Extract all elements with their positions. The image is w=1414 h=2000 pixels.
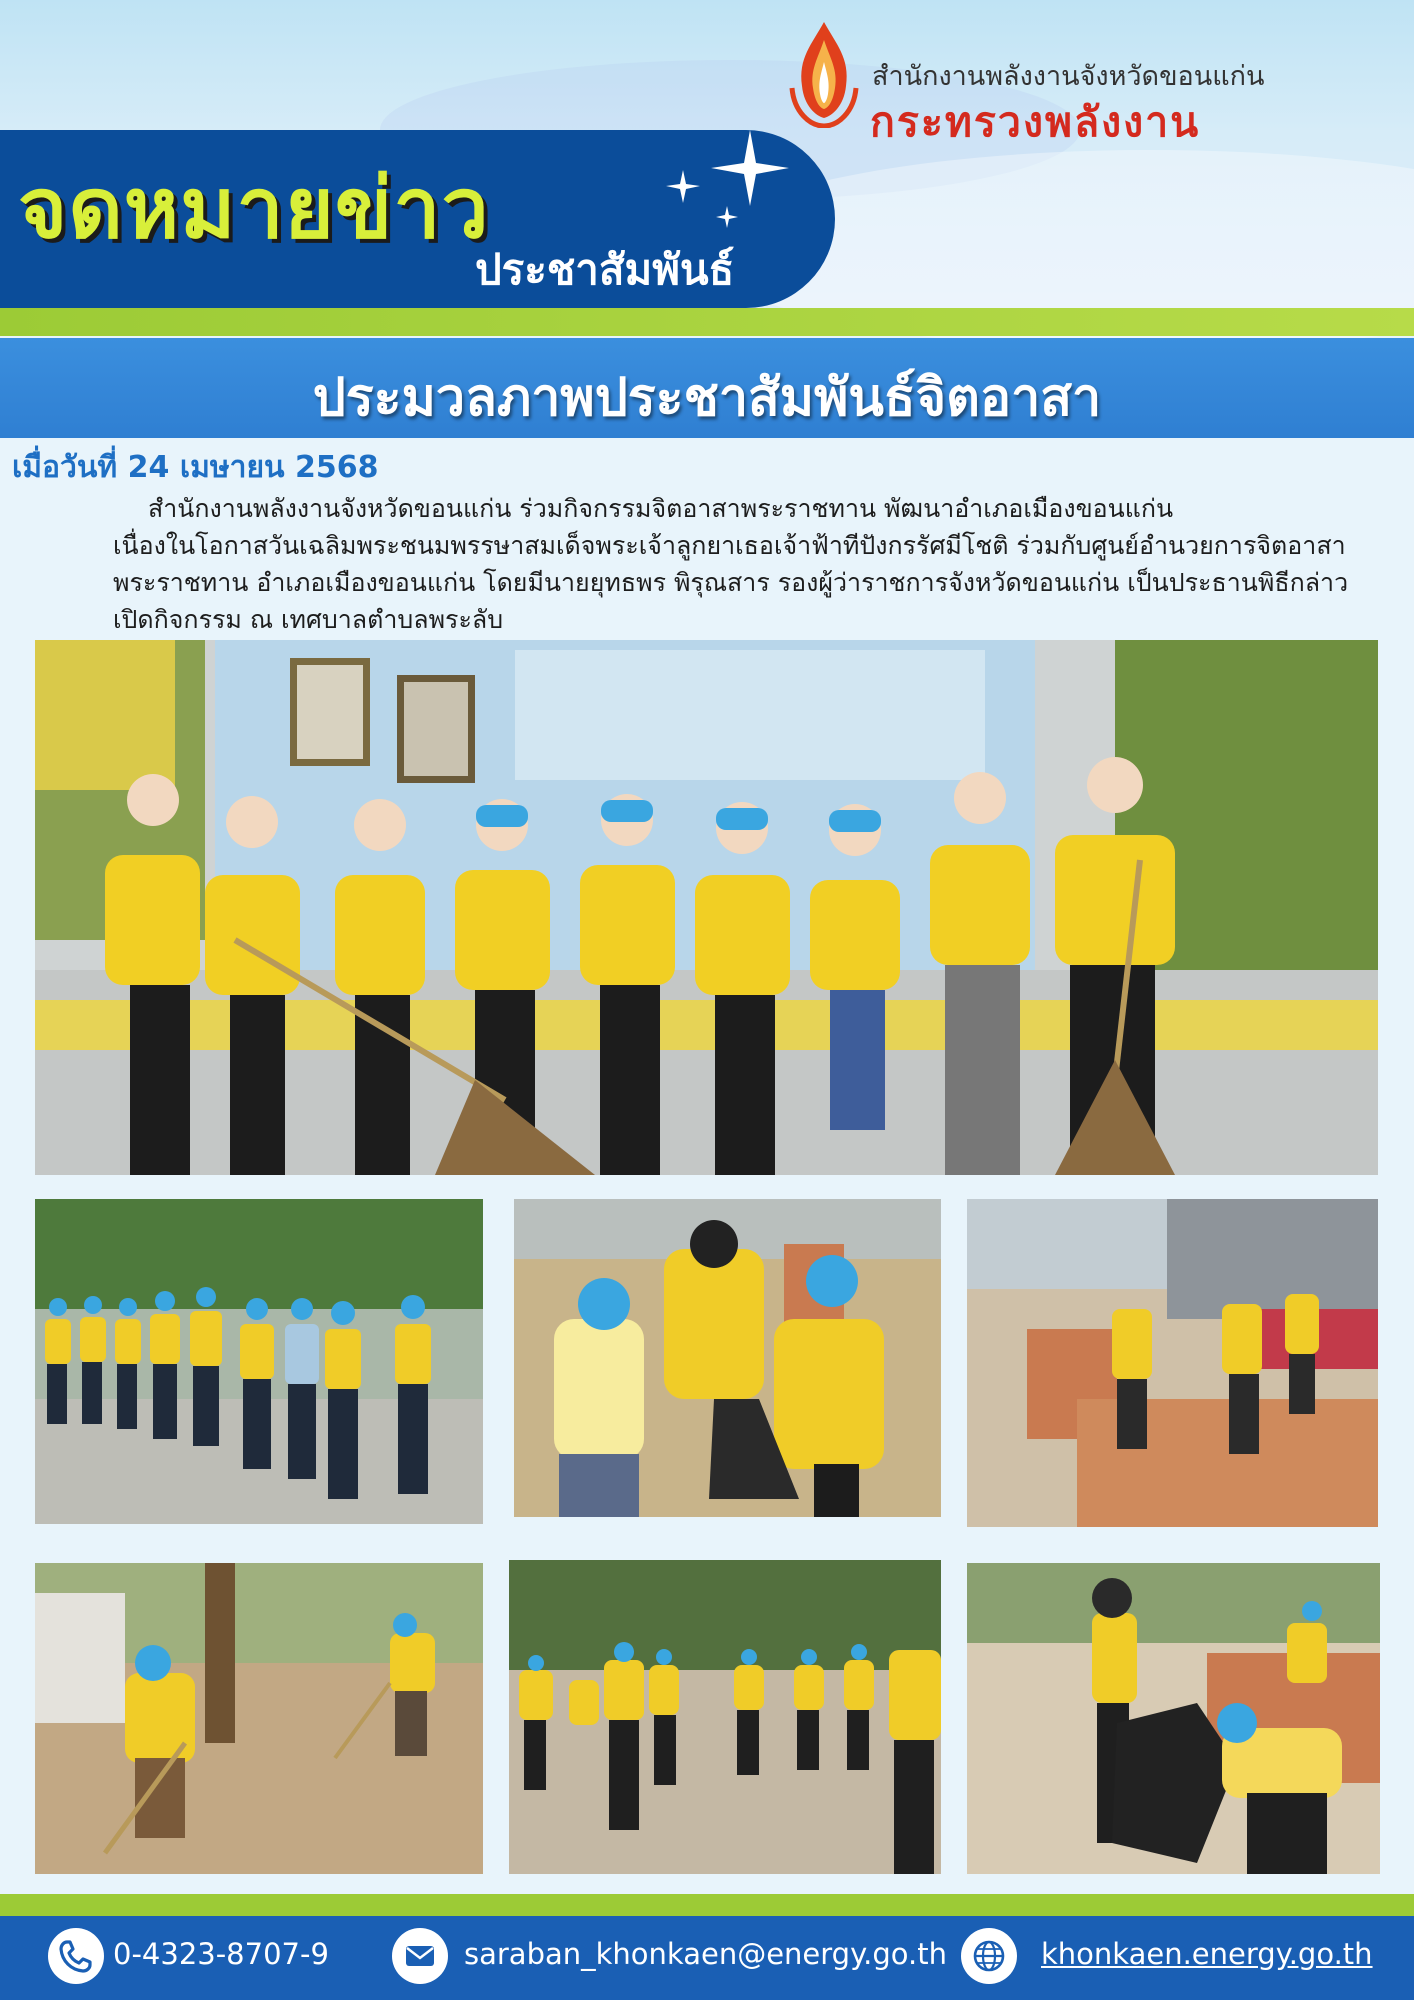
photo-volunteers-lineup: [35, 1199, 483, 1524]
photo-bagging-trash: [967, 1563, 1380, 1874]
accent-stripe: [0, 308, 1414, 336]
globe-icon: [961, 1928, 1017, 1984]
newsletter-subtitle: ประชาสัมพันธ์: [475, 245, 735, 294]
news-date: เมื่อวันที่ 24 เมษายน 2568: [12, 450, 379, 485]
news-body-line: เนื่องในโอกาสวันเฉลิมพระชนมพรรษาสมเด็จพระเจ้าลูกยาเธอเจ้าฟ้าทีปังกรรัศมีโชติ ร่วมกับศูนย์อำนวยการจิตอาสา: [113, 531, 1346, 560]
sparkle-icon: [655, 128, 795, 238]
photo-stacking-bricks: [967, 1199, 1378, 1527]
footer-website-link[interactable]: khonkaen.energy.go.th: [1041, 1937, 1373, 1971]
flame-logo-icon: [784, 18, 864, 128]
photo-sweeping-yard: [35, 1563, 483, 1874]
footer-phone: 0-4323-8707-9: [113, 1937, 329, 1971]
mail-icon: [392, 1928, 448, 1984]
photo-collecting-trash: [514, 1199, 941, 1517]
group-photo: [35, 640, 1378, 1175]
footer-accent-stripe: [0, 1894, 1414, 1916]
news-body-line: พระราชทาน อำเภอเมืองขอนแก่น โดยมีนายยุทธพร พิรุณสาร รองผู้ว่าราชการจังหวัดขอนแก่น เป็นประธานพิธีกล่าว: [113, 568, 1349, 597]
news-body-line: เปิดกิจกรรม ณ เทศบาลตำบลพระลับ: [113, 605, 504, 634]
news-body: [113, 490, 1353, 638]
headline-title: ประมวลภาพประชาสัมพันธ์จิตอาสา: [312, 368, 1102, 428]
office-name: สำนักงานพลังงานจังหวัดขอนแก่น: [872, 61, 1265, 92]
phone-icon: [48, 1928, 104, 1984]
footer-email[interactable]: saraban_khonkaen@energy.go.th: [464, 1937, 947, 1971]
organization-logo-block: [784, 18, 1384, 146]
photo-group-sweeping: [509, 1560, 941, 1874]
news-body-line: สำนักงานพลังงานจังหวัดขอนแก่น ร่วมกิจกรรมจิตอาสาพระราชทาน พัฒนาอำเภอเมืองขอนแก่น: [148, 494, 1174, 523]
ministry-name: กระทรวงพลังงาน: [870, 98, 1201, 146]
newsletter-title: จดหมายข่าว: [18, 159, 490, 257]
